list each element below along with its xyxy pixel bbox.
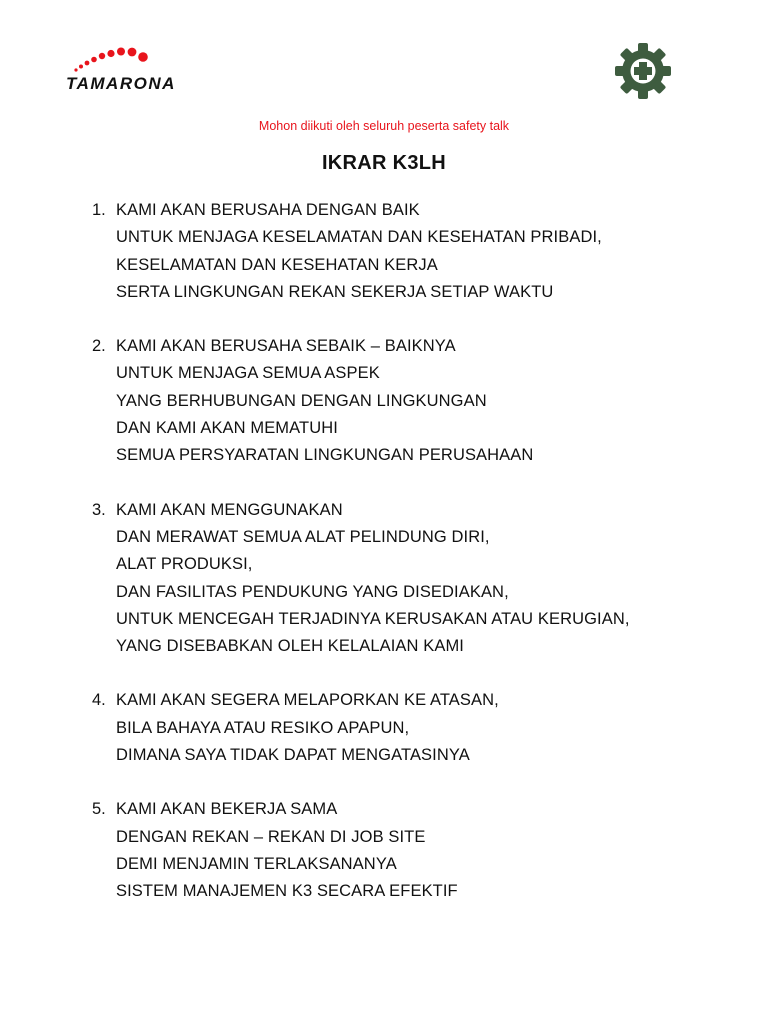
pledge-line: DAN KAMI AKAN MEMATUHI	[116, 419, 338, 438]
pledge-number: 5.	[92, 800, 106, 819]
pledge-item	[92, 687, 732, 769]
pledge-item	[92, 497, 732, 661]
pledge-line: BILA BAHAYA ATAU RESIKO APAPUN,	[116, 718, 410, 737]
pledge-number: 2.	[92, 337, 106, 356]
pledge-line: SEMUA PERSYARATAN LINGKUNGAN PERUSAHAAN	[116, 446, 534, 465]
pledge-line: DEMI MENJAMIN TERLAKSANANYA	[116, 854, 397, 873]
company-name: TAMARONA	[66, 74, 176, 93]
pledge-line: KAMI AKAN BERUSAHA DENGAN BAIK	[116, 201, 420, 219]
pledge-line: YANG BERHUBUNGAN DENGAN LINGKUNGAN	[116, 391, 487, 410]
pledge-line: ALAT PRODUKSI,	[116, 555, 253, 574]
pledge-number: 3.	[92, 500, 106, 519]
pledge-number: 1.	[92, 201, 106, 219]
pledge-line: SISTEM MANAJEMEN K3 SECARA EFEKTIF	[116, 882, 458, 901]
pledge-item	[92, 796, 732, 905]
pledge-line: UNTUK MENCEGAH TERJADINYA KERUSAKAN ATAU KERUGIAN,	[116, 609, 630, 628]
pledge-line: YANG DISEBABKAN OLEH KELALAIAN KAMI	[116, 637, 464, 656]
logo-dots-icon	[66, 44, 226, 76]
pledge-line: DAN MERAWAT SEMUA ALAT PELINDUNG DIRI,	[116, 527, 490, 546]
safety-gear-icon	[612, 40, 674, 102]
pledge-line: KESELAMATAN DAN KESEHATAN KERJA	[116, 255, 438, 274]
pledge-line: KAMI AKAN BEKERJA SAMA	[116, 800, 338, 819]
pledge-line: KAMI AKAN SEGERA MELAPORKAN KE ATASAN,	[116, 691, 499, 710]
pledge-line: DAN FASILITAS PENDUKUNG YANG DISEDIAKAN,	[116, 582, 509, 601]
pledge-line: SERTA LINGKUNGAN REKAN SEKERJA SETIAP WAKTU	[116, 282, 554, 301]
pledge-line: DENGAN REKAN – REKAN DI JOB SITE	[116, 827, 426, 846]
instruction-note: Mohon diikuti oleh seluruh peserta safety talk	[258, 119, 510, 133]
pledge-item	[92, 333, 732, 469]
pledge-line: KAMI AKAN MENGGUNAKAN	[116, 500, 343, 519]
pledge-number: 4.	[92, 691, 106, 710]
company-logo	[66, 44, 226, 96]
pledge-item	[92, 197, 732, 306]
pledge-line: UNTUK MENJAGA SEMUA ASPEK	[116, 364, 380, 383]
pledge-line: DIMANA SAYA TIDAK DAPAT MENGATASINYA	[116, 746, 470, 765]
pledge-line: KAMI AKAN BERUSAHA SEBAIK – BAIKNYA	[116, 337, 456, 356]
pledge-list	[92, 197, 732, 933]
pledge-line: UNTUK MENJAGA KESELAMATAN DAN KESEHATAN PRIBADI,	[116, 228, 602, 247]
page-title: IKRAR K3LH	[321, 152, 447, 174]
